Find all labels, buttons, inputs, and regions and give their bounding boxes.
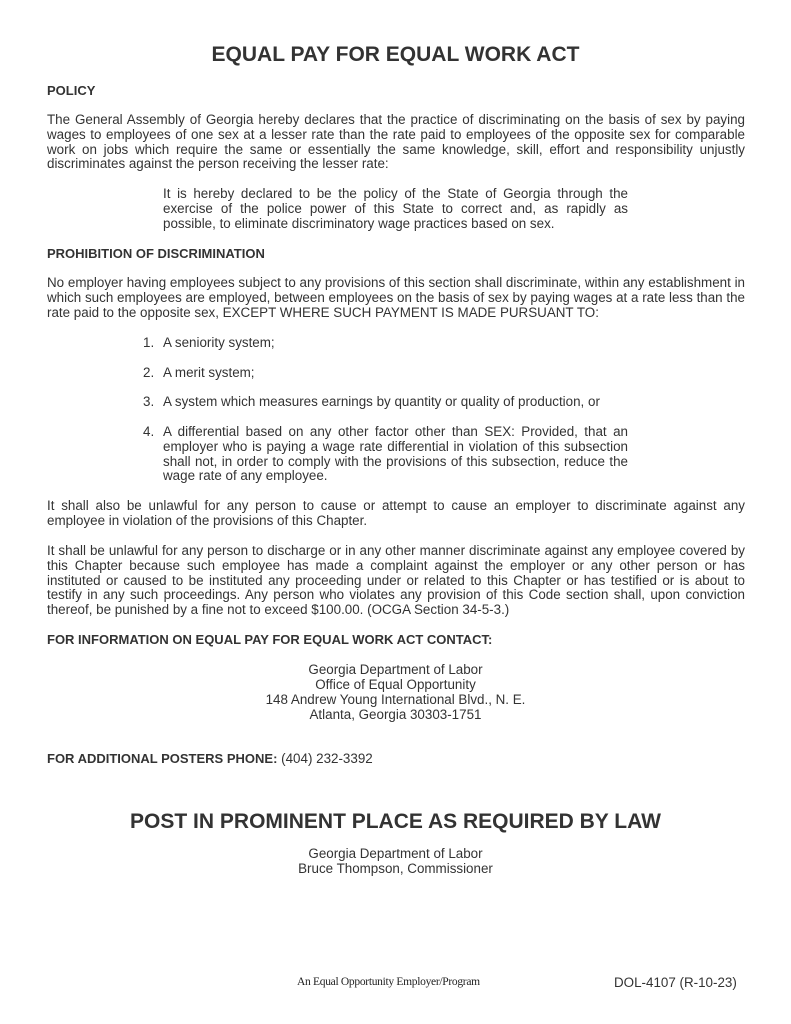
address-line: Office of Equal Opportunity: [315, 677, 476, 692]
exception-text: A merit system;: [163, 365, 255, 380]
address-line: Georgia Department of Labor: [308, 662, 483, 677]
policy-quote: It is hereby declared to be the policy of the State of Georgia through the exercise of the police power of this State to correct and, as rapidly as possible, to eliminate discriminatory wage practices based on sex.: [163, 186, 628, 231]
exception-text: A seniority system;: [163, 335, 275, 350]
signature-block: [0, 846, 791, 876]
unlawful-cause-paragraph: It shall also be unlawful for any person to cause or attempt to cause an employer to discriminate against any employee in violation of the provisions of this Chapter.: [47, 498, 745, 528]
prohibition-heading: PROHIBITION OF DISCRIMINATION: [47, 246, 265, 261]
retaliation-paragraph: It shall be unlawful for any person to discharge or in any other manner discriminate against any employee covered by this Chapter because such employee has made a complaint against the employer or any other person or has instituted or caused to be instituted any proceeding under or related to this Chapter or has testified or is about to testify in any such proceedings. Any person who violates any provision of this Code section shall, upon conviction thereof, be punished by a fine not to exceed $100.00. (OCGA Section 34-5-3.): [47, 543, 745, 618]
contact-heading: FOR INFORMATION ON EQUAL PAY FOR EQUAL WORK ACT CONTACT:: [47, 632, 493, 647]
exception-item: [143, 336, 628, 351]
address-line: Atlanta, Georgia 30303-1751: [309, 707, 482, 722]
exception-item: [143, 366, 628, 381]
prohibition-paragraph: No employer having employees subject to any provisions of this section shall discriminate, within any establishment in which such employees are employed, between employees on the basis of sex by paying wages at a rate less than the rate paid to the opposite sex, EXCEPT WHERE SUCH PAYMENT IS MADE PURSUANT TO:: [47, 275, 745, 320]
exception-text: A differential based on any other factor other than SEX: Provided, that an employer who is paying a wage rate differential in violation of this subsection shall not, in order to comply with the provisions of this subsection, reduce the wage rate of any employee.: [163, 424, 628, 484]
posters-phone-label: FOR ADDITIONAL POSTERS PHONE:: [47, 751, 278, 766]
policy-heading: POLICY: [47, 83, 96, 98]
exception-number: 3.: [143, 394, 155, 409]
exception-number: 4.: [143, 424, 155, 439]
equal-opportunity-footer: An Equal Opportunity Employer/Program: [297, 976, 480, 988]
exception-item: [143, 395, 628, 410]
form-number: DOL-4107 (R-10-23): [614, 975, 737, 990]
signature-line: Bruce Thompson, Commissioner: [298, 861, 493, 876]
exception-number: 2.: [143, 365, 155, 380]
policy-paragraph: The General Assembly of Georgia hereby declares that the practice of discriminating on the basis of sex by paying wages to employees of one sex at a lesser rate than the rate paid to employees of the opposite sex for comparable work on jobs which require the same or essentially the same knowledge, skill, effort and responsibility unjustly discriminates against the person receiving the lesser rate:: [47, 112, 745, 172]
document-title: EQUAL PAY FOR EQUAL WORK ACT: [211, 43, 580, 66]
posters-phone-line: [47, 751, 373, 767]
posters-phone-number: (404) 232-3392: [281, 751, 373, 766]
contact-address: [0, 662, 791, 722]
address-line: 148 Andrew Young International Blvd., N. E.: [265, 692, 526, 707]
post-notice-heading: POST IN PROMINENT PLACE AS REQUIRED BY LAW: [130, 810, 661, 833]
signature-line: Georgia Department of Labor: [308, 846, 483, 861]
exception-text: A system which measures earnings by quantity or quality of production, or: [163, 394, 600, 409]
exception-number: 1.: [143, 335, 155, 350]
exception-item: [143, 425, 628, 484]
